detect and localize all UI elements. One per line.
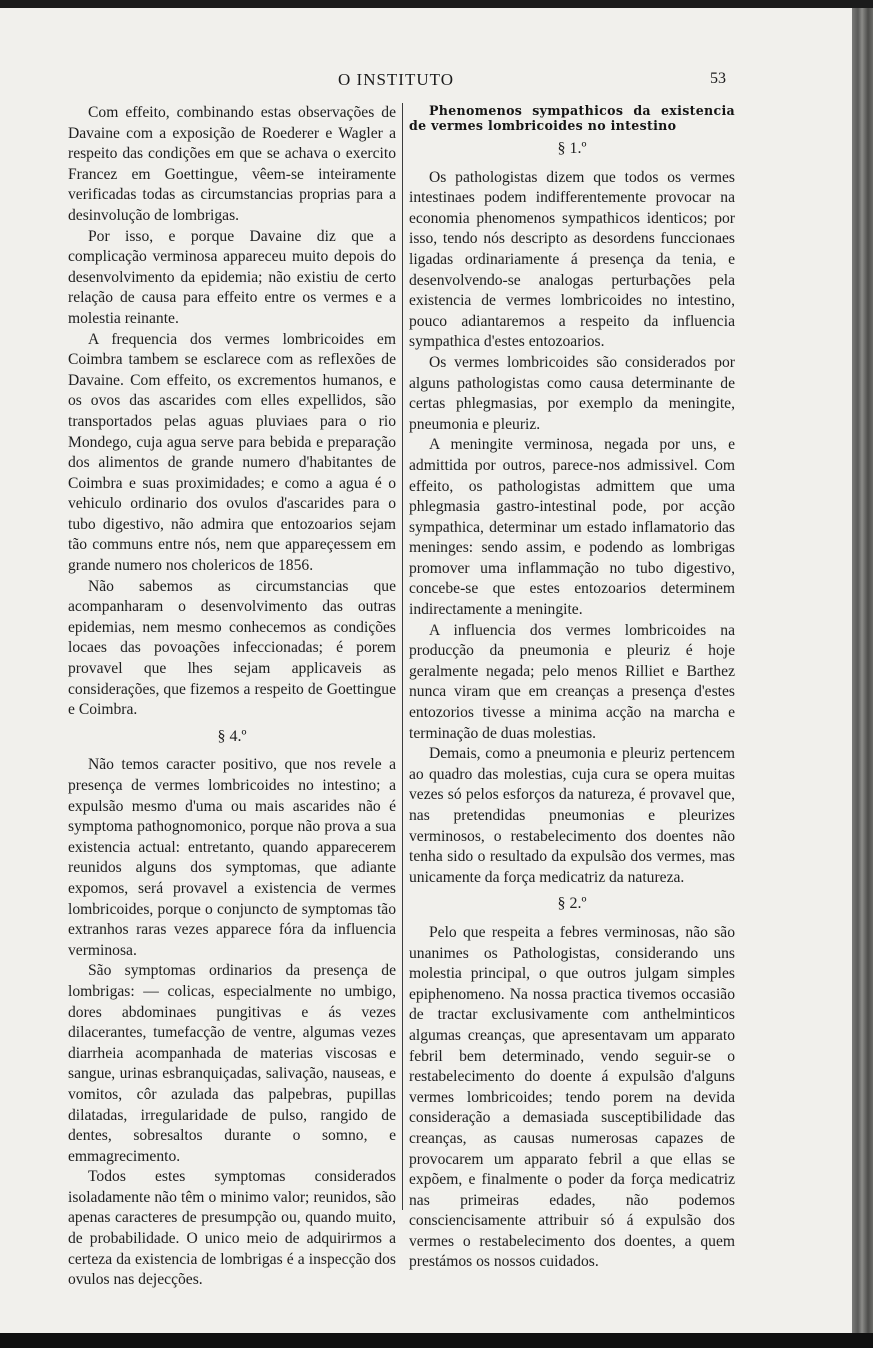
section-heading: § 1.º <box>557 140 587 157</box>
paragraph: Os pathologistas dizem que todos os vermes intestinaes podem indifferentemente provocar na economia phenomenos sympathicos identicos; por isso, tendo nós descripto as desordens funccionaes ligadas ordinariamente á presença da tenia, e desenvolvendo-se analogas perturbações pela existencia de vermes lombricoides no intestino, pouco adiantaremos a respeito da influencia sympathica d'estes entozoarios. <box>409 168 735 351</box>
section-heading: § 4.º <box>217 727 247 745</box>
column-divider <box>402 103 403 1210</box>
paragraph: Pelo que respeita a febres verminosas, não são unanimes os Pathologistas, considerando uns molestia principal, o que outros julgam simples epiphenomeno. Na nossa practica tivemos occasião de tractar exclusivamente com anthelminticos algumas creanças, que apresentavam um apparato febril bem determinado, vendo seguir-se o restabelecimento do doente á expulsão d'alguns vermes lombricoides; tendo porem na devida consideração a demasiada susceptibilidade das creanças, as causas numerosas capazes de provocarem um apparato febril a que ellas se expõem, e finalmente o poder da força medicatriz nas primeiras edades, não podemos consciencisamente attribuir só á expulsão dos vermes o restabelecimento dos doentes, a quem prestámos os nossos cuidados. <box>409 923 735 1271</box>
paragraph: Demais, como a pneumonia e pleuriz pertencem ao quadro das molestias, cuja cura se opera muitas vezes só pelos esforços da natureza, é provavel que, nas pretendidas pneumonias e pleurizes verminosos, o restabelecimento dos doentes não tenha sido o resultado da expulsão dos vermes, mas unicamente da força medicatriz da natureza. <box>409 745 735 886</box>
right-column <box>409 103 735 1273</box>
page-edge <box>852 8 873 1333</box>
paragraph: A influencia dos vermes lombricoides na producção da pneumonia e pleuriz é hoje geralmente negada; pelo menos Rilliet e Barthez nunca viram que em creanças a presença d'estes entozorios tivesse a minima acção na marcha e terminação de duas molestias. <box>409 621 735 742</box>
section-heading: § 2.º <box>557 895 587 913</box>
paragraph: Todos estes symptomas considerados isoladamente não têm o minimo valor; reunidos, são apenas caracteres de presumpção ou, quando muito, de probabilidade. O unico meio de adquirirmos a certeza da existencia de lombrigas é a inspecção dos ovulos nas dejecções. <box>68 1168 396 1289</box>
paragraph: A frequencia dos vermes lombricoides em Coimbra tambem se esclarece com as reflexões de Davaine. Com effeito, os excrementos humanos, e os ovos das ascarides com elles expellidos, são transportados pelas aguas pluviaes para o rio Mondego, cuja agua serve para bebida e preparação dos alimentos de grande numero d'habitantes de Coimbra e suas proximidades; e como a agua é o vehiculo ordinario dos ovulos d'ascarides para o tubo digestivo, não admira que entozoarios sejam tão communs entre nós, nem que appareçessem em grande numero nos cholericos de 1856. <box>68 330 396 575</box>
left-column <box>68 103 396 1291</box>
page-number: 53 <box>710 70 726 87</box>
paragraph: Os vermes lombricoides são considerados por alguns pathologistas como causa determinante de certas phlegmasias, por exemplo da meningite, pneumonia e pleuriz. <box>409 353 735 433</box>
journal-title: O INSTITUTO <box>338 70 454 89</box>
paragraph: Por isso, e porque Davaine diz que a complicação verminosa appareceu muito depois do desenvolvimento da epidemia; não existiu de certo relação de causa para effeito entre os vermes e a molestia reinante. <box>68 227 396 327</box>
paragraph: Com effeito, combinando estas observações de Davaine com a exposição de Roederer e Wagler a respeito das condições em que se achava o exercito Francez em Goettingue, vêem-se inteiramente verificadas todas as circumstancias proprias para a desinvolução de lombrigas. <box>68 104 396 224</box>
paragraph: A meningite verminosa, negada por uns, e admittida por outros, parece-nos admissivel. Com effeito, os pathologistas admittem que uma phlegmasia gastro-intestinal pode, por acção sympathica, determinar um estado inflamatorio das meninges: sendo assim, e podendo as lombrigas promover uma inflammação no tubo digestivo, concebe-se que estes entozoarios determinem indirectamente a meningite. <box>409 436 735 619</box>
bottom-shadow <box>0 1333 873 1348</box>
running-head <box>0 70 852 94</box>
paragraph: São symptomas ordinarios da presença de lombrigas: — colicas, especialmente no umbigo, dores abdominaes pungitivas e ás vezes dilacerantes, tumefacção de ventre, algumas vezes diarrheia acompanhada de materias viscosas e sangue, urinas esbranquiçadas, salivação, nauseas, e vomitos, côr azulada das palpebras, pupillas dilatadas, irregularidade de pulso, rangido de dentes, sobresaltos durante o somno, e emmagrecimento. <box>68 962 396 1165</box>
chapter-heading: Phenomenos sympathicos da existencia de vermes lombricoides no intestino <box>409 103 735 133</box>
paragraph: Não sabemos as circumstancias que acompanharam o desenvolvimento das outras epidemias, nem mesmo conhecemos as condições locaes das povoações infeccionadas; é porem provavel que lhes sejam applicaveis as considerações, que fizemos a respeito de Goettingue e Coimbra. <box>68 577 396 719</box>
paragraph: Não temos caracter positivo, que nos revele a presença de vermes lombricoides no intestino; a expulsão mesmo d'uma ou mais ascarides não é symptoma pathognomonico, porque não prova a sua existencia actual: entretanto, quando apparecerem reunidos alguns dos symptomas, que adiante expomos, será provavel a existencia de vermes lombricoides, porque o conjuncto de symptomas tão extranhos raras vezes apparece fóra da influencia verminosa. <box>68 756 396 959</box>
